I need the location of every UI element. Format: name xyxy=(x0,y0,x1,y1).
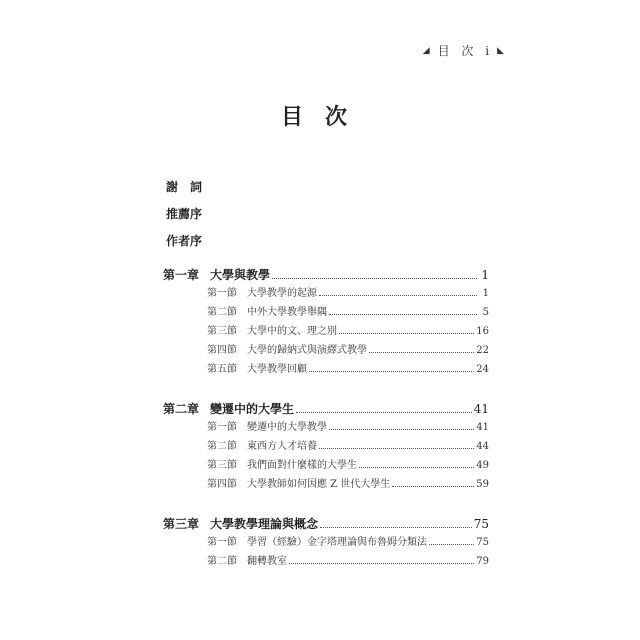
section-title: 我們面對什麼樣的大學生 xyxy=(247,460,357,471)
dot-leader xyxy=(319,448,474,449)
page-number: 24 xyxy=(476,364,489,375)
toc-chapter-3 xyxy=(163,517,489,536)
table-of-contents xyxy=(163,268,489,574)
page-number: 5 xyxy=(482,307,489,318)
section-title: 東西方人才培養 xyxy=(247,441,317,452)
running-header xyxy=(419,42,512,59)
dot-leader xyxy=(329,429,474,430)
toc-section xyxy=(163,363,489,382)
page-number: 75 xyxy=(473,517,489,531)
section-title: 變遷中的大學教學 xyxy=(247,422,327,433)
toc-section xyxy=(163,440,489,459)
toc-chapter-2 xyxy=(163,402,489,421)
left-marker-icon: ◢ xyxy=(422,45,434,56)
dot-leader xyxy=(369,352,474,353)
right-marker-icon: ◣ xyxy=(497,45,508,56)
chapter-number: 第三章 xyxy=(163,517,200,531)
front-matter-acknowledgements: 謝詞 xyxy=(166,180,215,194)
dot-leader xyxy=(359,467,474,468)
toc-section xyxy=(163,478,489,497)
page-number: 1 xyxy=(481,268,489,282)
running-header-text: 目 次 i xyxy=(437,44,494,58)
toc-section xyxy=(163,344,489,363)
toc-section xyxy=(163,325,489,344)
section-title: 中外大學教學舉隅 xyxy=(247,307,327,318)
section-number: 第三節 xyxy=(207,326,237,337)
section-title: 學習（經驗）金字塔理論與布魯姆分類法 xyxy=(247,537,427,548)
dot-leader xyxy=(320,527,472,528)
section-title: 翻轉教室 xyxy=(247,556,287,567)
dot-leader xyxy=(329,314,477,315)
page-number: 1 xyxy=(482,288,489,299)
page-title: 目次 xyxy=(280,104,369,130)
dot-leader xyxy=(429,544,474,545)
dot-leader xyxy=(296,412,472,413)
toc-section xyxy=(163,421,489,440)
section-number: 第二節 xyxy=(207,556,237,567)
page-number: 41 xyxy=(473,402,489,416)
section-number: 第二節 xyxy=(207,441,237,452)
section-title: 大學的歸納式與演繹式教學 xyxy=(247,345,367,356)
chapter-title: 大學與教學 xyxy=(210,268,271,282)
dot-leader xyxy=(319,295,477,296)
page-number: 49 xyxy=(476,460,489,471)
page-number: 75 xyxy=(476,537,489,548)
dot-leader xyxy=(272,278,477,279)
chapter-title: 大學教學理論與概念 xyxy=(210,517,319,531)
section-number: 第二節 xyxy=(207,307,237,318)
toc-section xyxy=(163,306,489,325)
chapter-title: 變遷中的大學生 xyxy=(210,402,295,416)
toc-chapter-1 xyxy=(163,268,489,287)
section-number: 第一節 xyxy=(207,537,237,548)
page-number: 59 xyxy=(476,479,489,490)
front-matter-list xyxy=(166,180,366,261)
dot-leader xyxy=(339,333,474,334)
page-number: 16 xyxy=(476,326,489,337)
chapter-number: 第一章 xyxy=(163,268,200,282)
section-title: 大學教學回顧 xyxy=(247,364,307,375)
toc-section xyxy=(163,459,489,478)
section-number: 第一節 xyxy=(207,288,237,299)
section-number: 第五節 xyxy=(207,364,237,375)
section-number: 第三節 xyxy=(207,460,237,471)
page-number: 22 xyxy=(476,345,489,356)
dot-leader xyxy=(392,486,474,487)
spacer xyxy=(163,382,489,402)
section-title: 大學教師如何因應 Z 世代大學生 xyxy=(247,479,391,490)
dot-leader xyxy=(289,563,474,564)
page-number: 44 xyxy=(476,441,489,452)
section-title: 大學教學的起源 xyxy=(247,288,317,299)
dot-leader xyxy=(309,371,474,372)
front-matter-preface: 作者序 xyxy=(166,234,203,248)
toc-section xyxy=(163,287,489,306)
page-number: 41 xyxy=(476,422,489,433)
toc-section xyxy=(163,536,489,555)
section-title: 大學中的文、理之別 xyxy=(247,326,337,337)
spacer xyxy=(163,497,489,517)
front-matter-foreword: 推薦序 xyxy=(166,207,203,221)
section-number: 第四節 xyxy=(207,479,237,490)
chapter-number: 第二章 xyxy=(163,402,200,416)
toc-section xyxy=(163,555,489,574)
section-number: 第四節 xyxy=(207,345,237,356)
page-number: 79 xyxy=(476,556,489,567)
section-number: 第一節 xyxy=(207,422,237,433)
